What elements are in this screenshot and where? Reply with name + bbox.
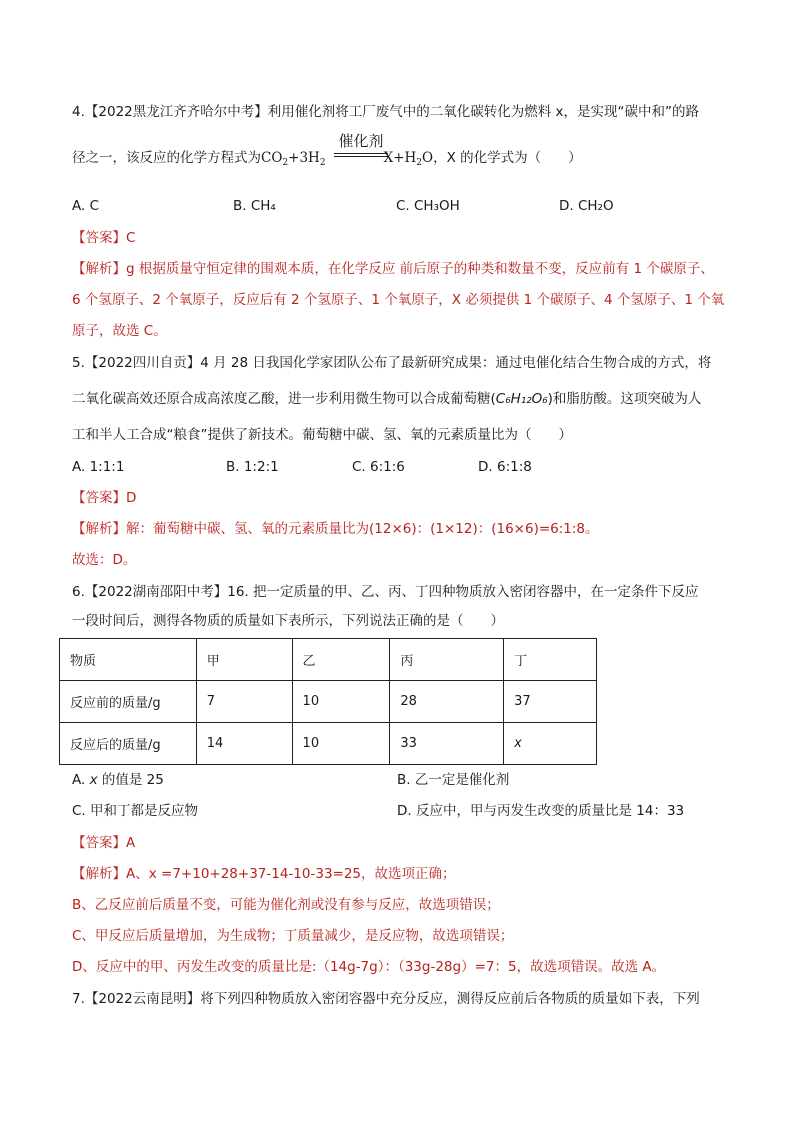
table-cell: 10 xyxy=(292,681,390,723)
q4-eq-left: CO xyxy=(261,150,283,166)
q5-analysis-label: 【解析】 xyxy=(72,521,126,537)
q6-option-a: A. x 的值是 25 xyxy=(72,772,164,788)
q4-eq-right: X+H xyxy=(383,150,417,166)
table-cell: x xyxy=(504,723,597,765)
table-header-cell: 丁 xyxy=(504,639,597,681)
q5-source: 【2022四川自贡】 xyxy=(84,355,201,371)
q5-option-b: B. 1:2:1 xyxy=(226,459,279,475)
q5-text1: 4 月 28 日我国化学家团队公布了最新研究成果：通过电催化结合生物合成的方式，将 xyxy=(200,355,712,371)
q5-analysis-line2: 故选：D。 xyxy=(72,552,137,568)
q5-analysis-line1 xyxy=(72,519,599,539)
q7-number: 7. xyxy=(72,991,85,1007)
table-cell: 反应前的质量/g xyxy=(60,681,197,723)
table-row xyxy=(60,681,597,723)
q5-option-d: D. 6:1:8 xyxy=(478,459,532,475)
q6-line2: 一段时间后，测得各物质的质量如下表所示，下列说法正确的是（ ） xyxy=(72,613,504,629)
table-cell: 28 xyxy=(390,681,504,723)
table-row xyxy=(60,723,597,765)
q4-source: 【2022黑龙江齐齐哈尔中考】 xyxy=(84,104,268,120)
table-header-cell: 乙 xyxy=(292,639,390,681)
q6-number: 6. xyxy=(72,584,85,600)
q6-analysis-label: 【解析】 xyxy=(72,866,126,882)
q4-option-b: B. CH₄ xyxy=(233,198,276,214)
q4-catalyst-label: 催化剂 xyxy=(338,132,384,150)
table-header-cell: 甲 xyxy=(196,639,292,681)
q5-answer-value: D xyxy=(126,490,137,506)
q5-line2 xyxy=(72,389,701,409)
q4-number: 4. xyxy=(72,104,85,120)
q6-line1 xyxy=(72,582,699,602)
table-header-cell: 丙 xyxy=(390,639,504,681)
q6-analysis-line1 xyxy=(72,864,456,884)
q4-eq-right2: O xyxy=(422,150,434,166)
q5-line3: 工和半人工合成“粮食”提供了新技术。葡萄糖中碳、氢、氧的元素质量比为（ ） xyxy=(72,427,572,443)
q6-answer-label: 【答案】 xyxy=(72,835,126,851)
q4-option-a: A. C xyxy=(72,198,100,214)
q4-line2-b: ，X 的化学式为（ ） xyxy=(433,150,582,166)
q4-analysis-line1 xyxy=(72,259,714,279)
q5-answer xyxy=(72,488,136,508)
table-header-cell: 物质 xyxy=(60,639,197,681)
q6-text1: 16. 把一定质量的甲、乙、丙、丁四种物质放入密闭容器中，在一定条件下反应 xyxy=(227,584,699,600)
q4-line1 xyxy=(72,102,699,122)
table-cell: 7 xyxy=(196,681,292,723)
q4-analysis-label: 【解析】 xyxy=(72,261,126,277)
q4-option-d: D. CH₂O xyxy=(559,198,614,214)
q5-line2-b: )和脂肪酸。这项突破为人 xyxy=(547,391,702,407)
q5-line2-a: 二氧化碳高效还原合成高浓度乙酸，进一步利用微生物可以合成葡萄糖( xyxy=(72,391,496,407)
q5-number: 5. xyxy=(72,355,85,371)
q6-answer xyxy=(72,833,135,853)
table-cell: 反应后的质量/g xyxy=(60,723,197,765)
q6-analysis-line3: C、甲反应后质量增加，为生成物；丁质量减少，是反应物，故选项错误； xyxy=(72,928,514,944)
table-cell: 33 xyxy=(390,723,504,765)
table-cell: 37 xyxy=(504,681,597,723)
q5-option-c: C. 6:1:6 xyxy=(352,459,405,475)
q4-answer xyxy=(72,228,135,248)
q5-answer-label: 【答案】 xyxy=(72,490,126,506)
q6-option-c: C. 甲和丁都是反应物 xyxy=(72,803,199,819)
q4-answer-label: 【答案】 xyxy=(72,230,126,246)
q6-mass-table xyxy=(59,638,597,765)
q6-answer-value: A xyxy=(126,835,136,851)
q4-analysis-text1: g 根据质量守恒定律的围观本质，在化学反应 前后原子的种类和数量不变，反应前有 1 个碳原子、 xyxy=(126,261,714,277)
q7-source: 【2022云南昆明】 xyxy=(84,991,201,1007)
q7-line1 xyxy=(72,989,700,1009)
q4-line2-a: 径之一，该反应的化学方程式为 xyxy=(72,150,261,166)
q5-line1 xyxy=(72,353,711,373)
q6-analysis-line4: D、反应中的甲、丙发生改变的质量比是:（14g-7g）：（33g-28g）=7：5，故选项错误。故选 A。 xyxy=(72,959,666,975)
q4-text: 利用催化剂将工厂废气中的二氧化碳转化为燃料 x，是实现“碳中和”的路 xyxy=(267,104,700,120)
q4-option-c: C. CH₃OH xyxy=(396,198,460,214)
q4-analysis-line2: 6 个氢原子、2 个氧原子，反应后有 2 个氢原子、1 个氧原子，X 必须提供 1 个碳原子、4 个氢原子、1 个氧 xyxy=(72,292,725,308)
q6-source: 【2022湖南邵阳中考】 xyxy=(84,584,228,600)
q6-option-b: B. 乙一定是催化剂 xyxy=(397,772,510,788)
q6-analysis-text1: A、x =7+10+28+37-14-10-33=25，故选项正确； xyxy=(126,866,456,882)
q4-eq-left2: +3H xyxy=(288,150,320,166)
q4-line2: 径之一，该反应的化学方程式为$CO_2+3H_2$ $X+H_2O$，X 的化学式为（ ） xyxy=(72,150,582,168)
q4-analysis-line3: 原子，故选 C。 xyxy=(72,323,167,339)
q4-answer-value: C xyxy=(126,230,136,246)
table-header-row xyxy=(60,639,597,681)
q5-analysis-text1: 解：葡萄糖中碳、氢、氧的元素质量比为(12×6)：(1×12)：(16×6)=6:1:8。 xyxy=(126,521,599,537)
q5-option-a: A. 1:1:1 xyxy=(72,459,125,475)
table-cell: 14 xyxy=(196,723,292,765)
q7-text1: 将下列四种物质放入密闭容器中充分反应，测得反应前后各物质的质量如下表，下列 xyxy=(200,991,700,1007)
q6-analysis-line2: B、乙反应前后质量不变，可能为催化剂或没有参与反应，故选项错误； xyxy=(72,897,500,913)
q6-option-d: D. 反应中，甲与丙发生改变的质量比是 14：33 xyxy=(397,803,685,819)
table-cell: 10 xyxy=(292,723,390,765)
q5-formula: C₆H₁₂O₆ xyxy=(495,391,548,407)
